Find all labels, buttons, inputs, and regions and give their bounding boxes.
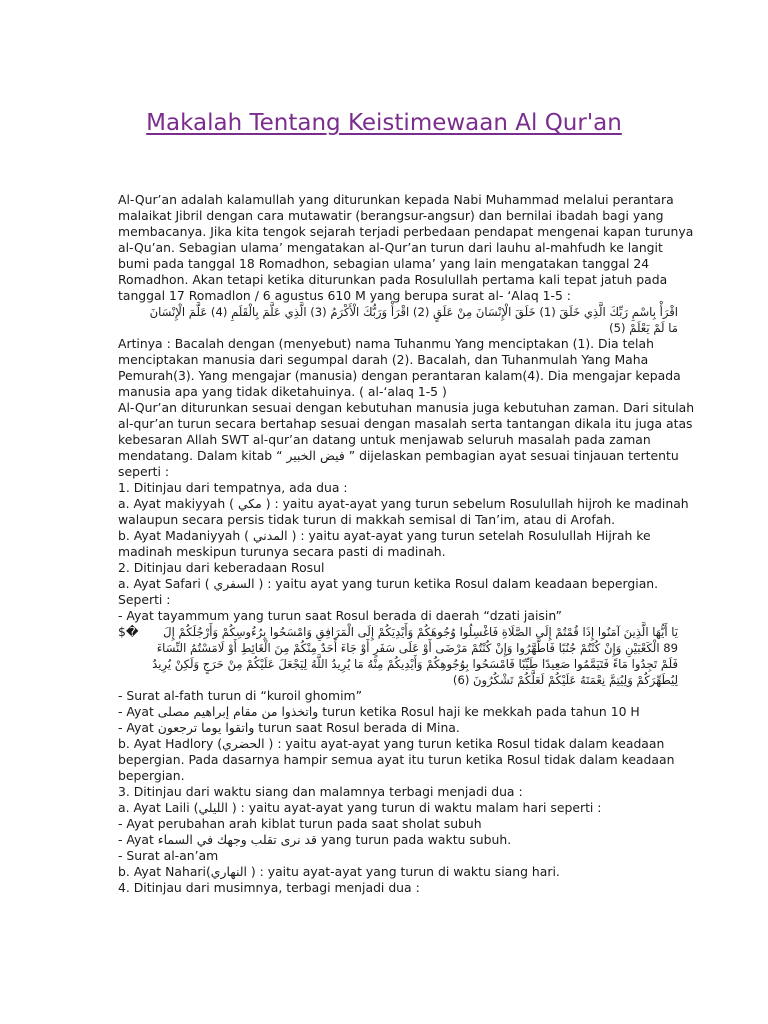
paragraph-line: b. Ayat Hadlory (الحضري ) : yaitu ayat-ayat yang turun ketika Rosul tidak dalam keadaan	[118, 736, 665, 751]
paragraph-line: a. Ayat Safari ( السفري ) : yaitu ayat yang turun ketika Rosul dalam keadaan bepergian.	[118, 576, 659, 591]
paragraph-line: a. Ayat makiyyah ( مكي ) : yaitu ayat-ayat yang turun sebelum Rosulullah hijroh ke madinah	[118, 496, 689, 511]
paragraph-line: seperti :	[118, 464, 170, 479]
paragraph-line: bumi pada tanggal 18 Romadhon, sebagian ulama’ yang lain mengatakan tanggal 24	[118, 256, 650, 271]
arabic-verse-line: مَا لَمْ يَعْلَمْ (5)	[609, 321, 678, 335]
paragraph-line: - Ayat perubahan arah kiblat turun pada saat sholat subuh	[118, 816, 482, 831]
document-title: Makalah Tentang Keistimewaan Al Qur'an	[146, 110, 622, 136]
paragraph-line: walaupun secara persis tidak turun di makkah semisal di Tan’im, atau di Arofah.	[118, 512, 616, 527]
garbled-prefix: $�	[118, 624, 139, 639]
paragraph-line: kebesaran Allah SWT al-qur’an datang untuk menjawab seluruh masalah pada zaman	[118, 432, 651, 447]
paragraph-line: Pemurah(3). Yang mengajar (manusia) dengan perantaran kalam(4). Dia mengajar kepada	[118, 368, 681, 383]
paragraph-line: bepergian.	[118, 768, 185, 783]
paragraph-line: - Ayat واتقوا يوما ترجعون turun saat Rosul berada di Mina.	[118, 720, 460, 735]
paragraph-line: al-qur’an turun secara bertahap sesuai dengan masalah serta tantangan dikala itu juga atas	[118, 416, 693, 431]
arabic-verse-line: فَلَمْ تَجِدُوا مَاءً فَتَيَمَّمُوا صَعِيدًا طَيِّبًا فَامْسَحُوا بِوُجُوهِكُمْ وَأَيْدِيكُمْ مِنْهُ مَا يُرِيدُ اللَّهُ لِيَجْعَلَ عَلَيْكُمْ مِنْ حَرَجٍ وَلَكِنْ يُرِيدُ	[152, 657, 678, 671]
paragraph-line: b. Ayat Nahari(النهاري ) : yaitu ayat-ayat yang turun di waktu siang hari.	[118, 864, 560, 879]
paragraph-line: al-Qu’an. Sebagian ulama’ mengatakan al-Qur’an turun dari lauhu al-mahfudh ke langit	[118, 240, 663, 255]
paragraph-line: Seperti :	[118, 592, 171, 607]
paragraph-line: - Surat al-fath turun di “kuroil ghomim”	[118, 688, 363, 703]
paragraph-line: - Ayat قد نرى تقلب وجهك في السماء yang turun pada waktu subuh.	[118, 832, 512, 847]
paragraph-line: Al-Qur’an diturunkan sesuai dengan kebutuhan manusia juga kebutuhan zaman. Dari situlah	[118, 400, 695, 415]
paragraph-line: - Ayat tayammum yang turun saat Rosul berada di daerah “dzati jaisin”	[118, 608, 562, 623]
paragraph-line: Romadhon. Akan tetapi ketika diturunkan pada Rosulullah pertama kali tepat jatuh pada	[118, 272, 668, 287]
paragraph-line: madinah meskipun turunya secara pasti di madinah.	[118, 544, 446, 559]
paragraph-line: menciptakan manusia dari segumpal darah (2). Bacalah, dan Tuhanmulah Yang Maha	[118, 352, 649, 367]
paragraph-line: - Ayat واتخذوا من مقام إبراهيم مصلى turun ketika Rosul haji ke mekkah pada tahun 10 H	[118, 704, 640, 719]
paragraph-line: bepergian. Pada dasarnya hampir semua ayat itu turun ketika Rosul tidak dalam keadaan	[118, 752, 675, 767]
paragraph-line: - Surat al-an’am	[118, 848, 219, 863]
paragraph-line: Al-Qur’an adalah kalamullah yang diturunkan kepada Nabi Muhammad melalui perantara	[118, 192, 674, 207]
document-body	[118, 192, 695, 896]
paragraph-line: membacanya. Jika kita tengok sejarah terjadi perbedaan pendapat mengenai kapan turunya	[118, 224, 694, 239]
paragraph-line: a. Ayat Laili (الليلي ) : yaitu ayat-ayat yang turun di waktu malam hari seperti :	[118, 800, 602, 815]
paragraph-line: malaikat Jibril dengan cara mutawatir (berangsur-angsur) dan bernilai ibadah bagi yang	[118, 208, 664, 223]
paragraph-line: manusia apa yang tidak diketahuinya. ( al-‘alaq 1-5 )	[118, 384, 447, 399]
paragraph-line: b. Ayat Madaniyyah ( المدني ) : yaitu ayat-ayat yang turun setelah Rosulullah Hijrah ke	[118, 528, 651, 543]
arabic-verse-line: 89 الْكَعْبَيْنِ وَإِنْ كُنْتُمْ جُنُبًا فَاطَّهَّرُوا وَإِنْ كُنْتُمْ مَرْضَى أَوْ عَلَى سَفَرٍ أَوْ جَاءَ أَحَدٌ مِنْكُمْ مِنَ الْغَائِطِ أَوْ لَامَسْتُمُ النِّسَاءَ	[156, 641, 678, 655]
paragraph-line: 4. Ditinjau dari musimnya, terbagi menjadi dua :	[118, 880, 420, 895]
arabic-verse-line: اقْرَأْ بِاسْمِ رَبِّكَ الَّذِي خَلَقَ (1) خَلَقَ الْإِنْسَانَ مِنْ عَلَقٍ (2) اقْرَأْ وَرَبُّكَ الْأَكْرَمُ (3) الَّذِي عَلَّمَ بِالْقَلَمِ (4) عَلَّمَ الْإِنْسَانَ	[149, 305, 678, 319]
arabic-verse-text: يَا أَيُّهَا الَّذِينَ آمَنُوا إِذَا قُمْتُمْ إِلَى الصَّلَاةِ فَاغْسِلُوا وُجُوهَكُمْ وَأَيْدِيَكُمْ إِلَى الْمَرَافِقِ وَامْسَحُوا بِرُءُوسِكُمْ وَأَرْجُلَكُمْ إِلَ	[163, 625, 678, 639]
arabic-verse-line: لِيُطَهِّرَكُمْ وَلِيُتِمَّ نِعْمَتَهُ عَلَيْكُمْ لَعَلَّكُمْ تَشْكُرُونَ (6)	[452, 673, 678, 687]
paragraph-line: mendatang. Dalam kitab “ فيض الخبير ” dijelaskan pembagian ayat sesuai tinjauan tertentu	[118, 448, 679, 463]
arabic-verse-line	[118, 624, 678, 640]
paragraph-line: 1. Ditinjau dari tempatnya, ada dua :	[118, 480, 348, 495]
paragraph-line: tanggal 17 Romadlon / 6 agustus 610 M yang berupa surat al- ‘Alaq 1-5 :	[118, 288, 571, 303]
paragraph-line: 2. Ditinjau dari keberadaan Rosul	[118, 560, 325, 575]
paragraph-line: 3. Ditinjau dari waktu siang dan malamnya terbagi menjadi dua :	[118, 784, 523, 799]
paragraph-line: Artinya : Bacalah dengan (menyebut) nama Tuhanmu Yang menciptakan (1). Dia telah	[118, 336, 654, 351]
